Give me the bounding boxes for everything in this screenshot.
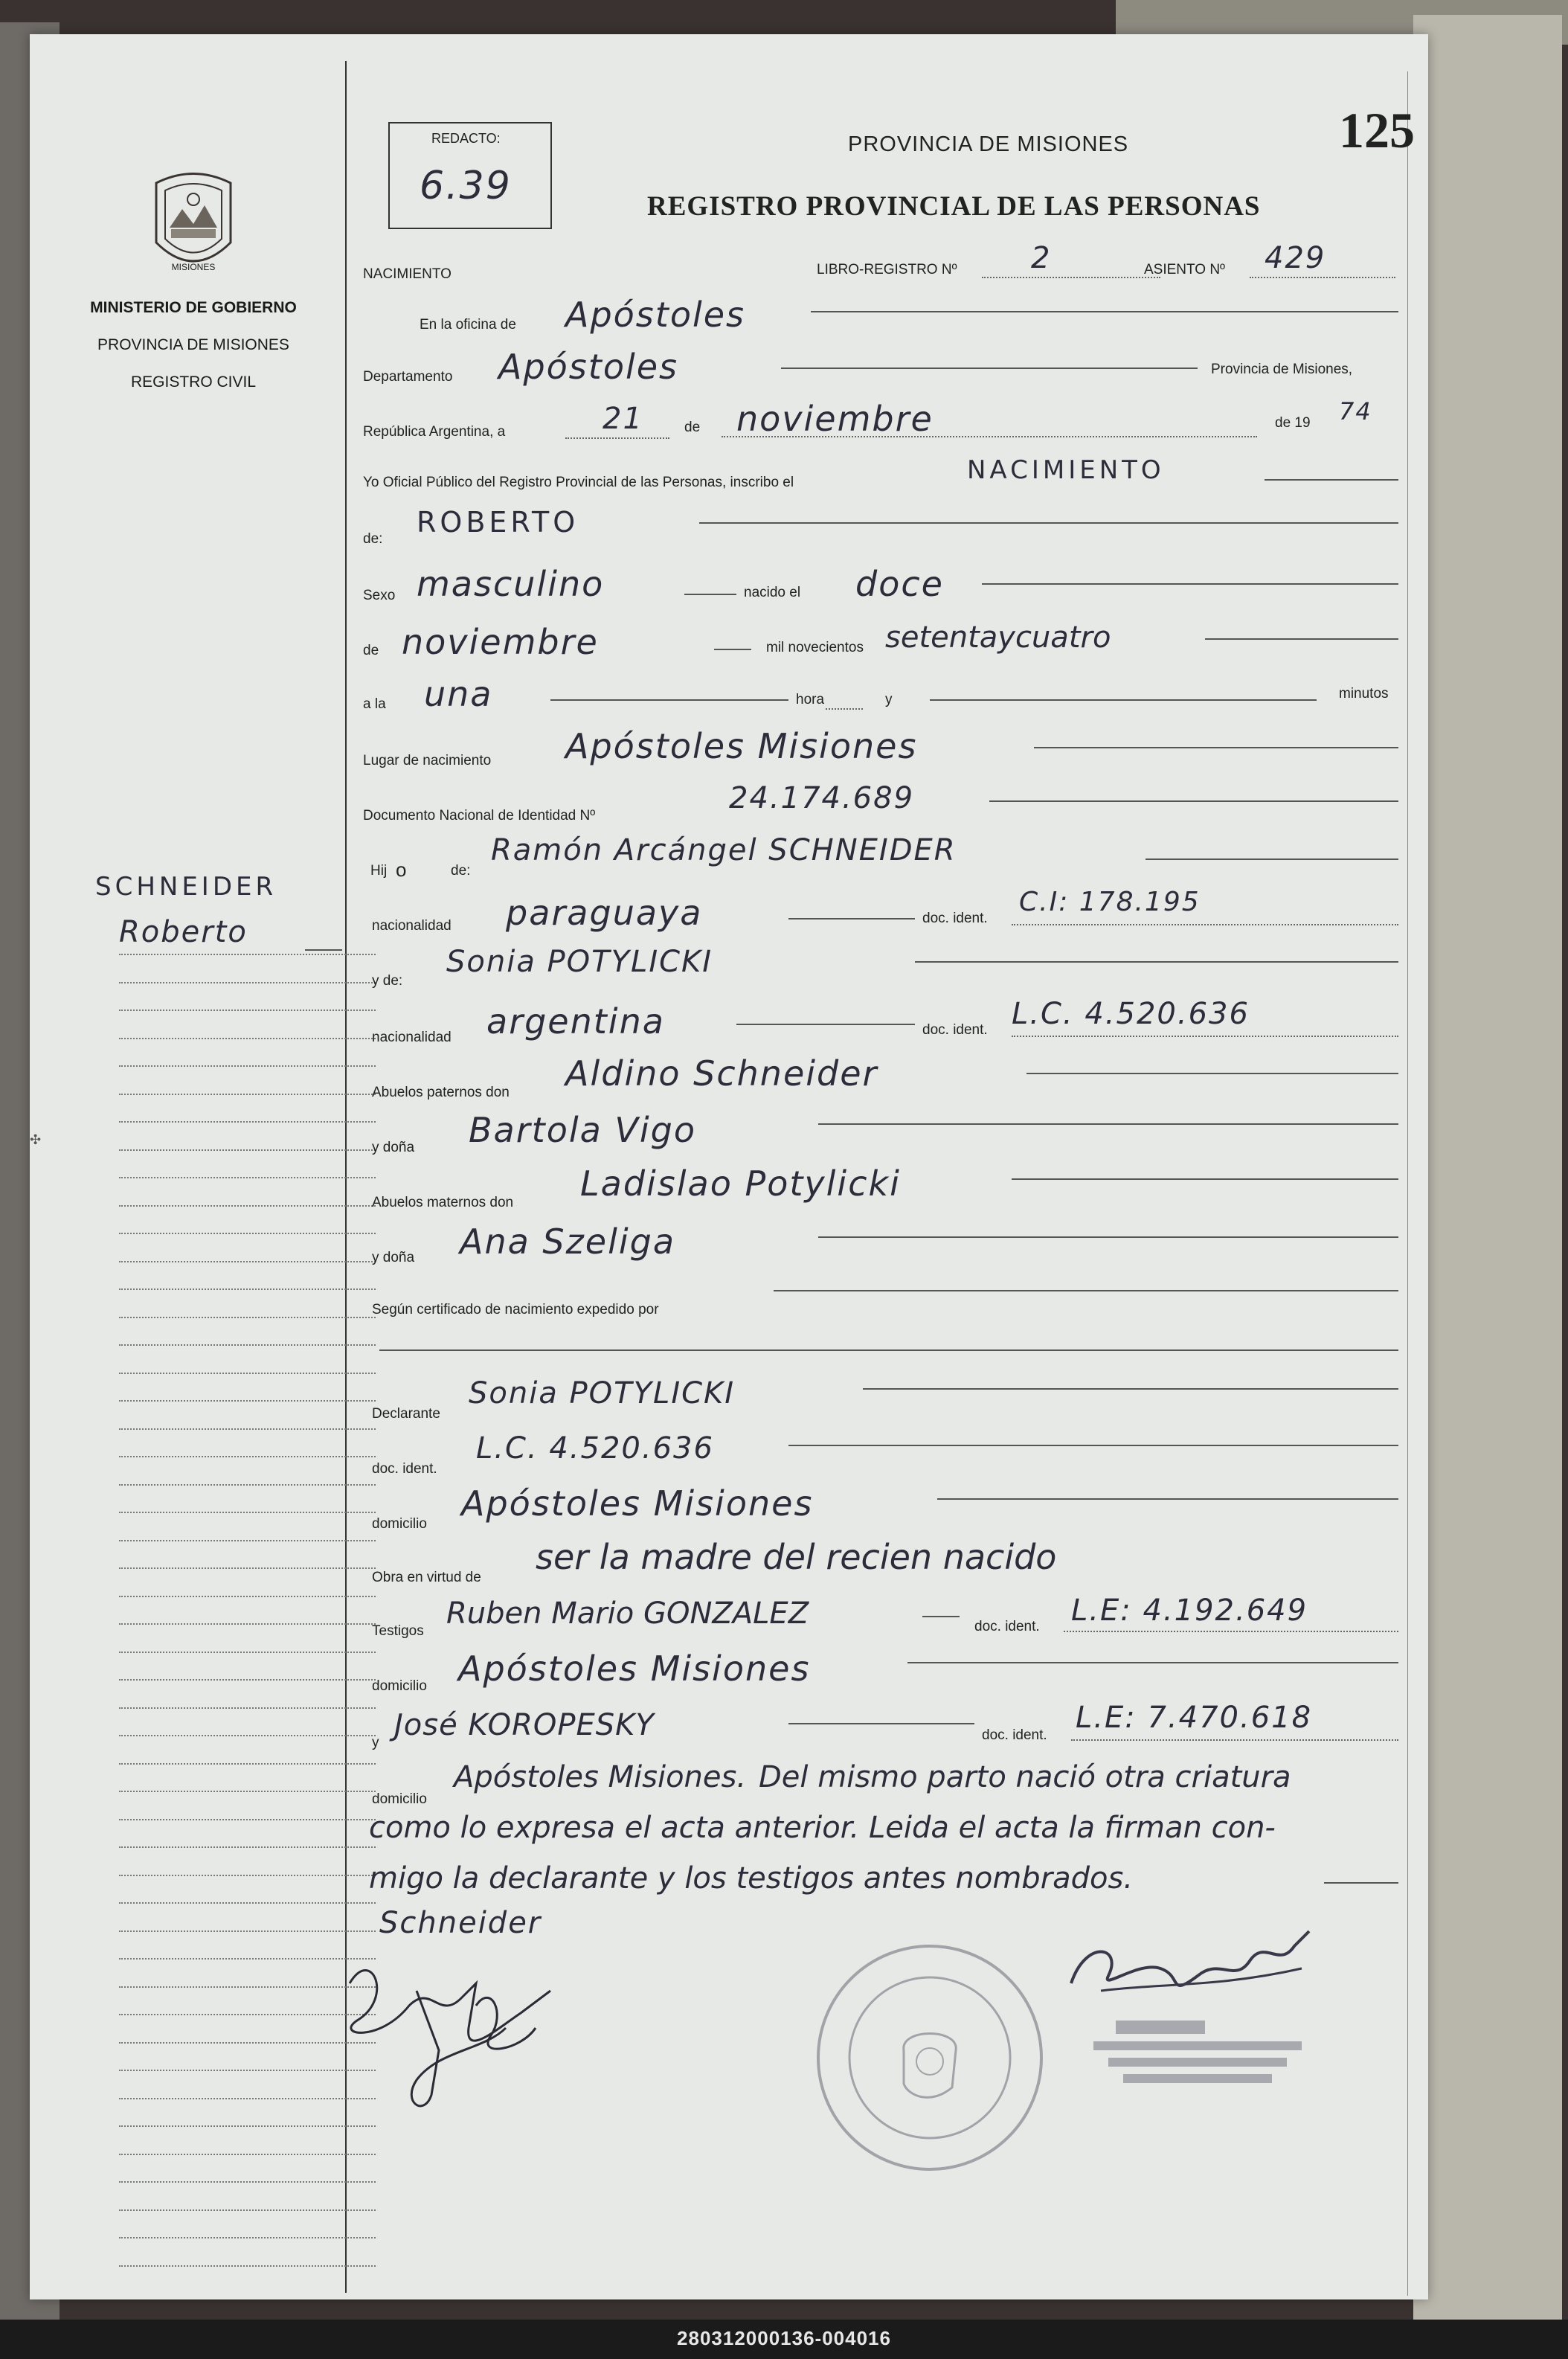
margin-dotted-line [119, 1846, 376, 1848]
abuela-materna-line [818, 1236, 1398, 1238]
declarante-doc-value: L.C. 4.520.636 [476, 1431, 714, 1466]
libro-label: LIBRO-REGISTRO Nº [817, 262, 957, 277]
abuelo-materno-line [1012, 1178, 1398, 1180]
de-label: de [684, 420, 701, 435]
a-la-label: a la [363, 696, 386, 712]
dni-line [989, 800, 1398, 802]
testigo2-y-label: y [372, 1735, 379, 1750]
redacto-value: 6.39 [420, 164, 512, 208]
register-title: REGISTRO PROVINCIAL DE LAS PERSONAS [647, 191, 1261, 222]
province-heading: PROVINCIA DE MISIONES [848, 132, 1129, 156]
dni-value: 24.174.689 [729, 781, 915, 815]
margin-dotted-line [119, 1205, 376, 1207]
madre-value: Sonia POTYLICKI [446, 945, 713, 979]
margin-dotted-line [119, 1177, 376, 1178]
testigo1-doc-label: doc. ident. [974, 1619, 1040, 1634]
dni-label: Documento Nacional de Identidad Nº [363, 808, 596, 824]
abuela-paterna-value: Bartola Vigo [469, 1110, 697, 1150]
inscribo-value: NACIMIENTO [967, 455, 1165, 485]
mes-value: noviembre [736, 399, 934, 439]
oficial-label: Yo Oficial Público del Registro Provincial de las Personas, inscribo el [363, 475, 794, 490]
anio-value: 74 [1339, 397, 1372, 426]
madre-doc-value: L.C. 4.520.636 [1012, 997, 1250, 1031]
oficina-line [811, 311, 1398, 312]
testigo1-domicilio-value: Apóstoles Misiones [458, 1649, 811, 1689]
office-label: REGISTRO CIVIL [130, 373, 257, 391]
observation-end-line [1324, 1882, 1398, 1884]
de-nombre-label: de: [363, 531, 383, 547]
signature-schneider: Schneider [379, 1906, 542, 1940]
asiento-value: 429 [1265, 241, 1326, 275]
abuelos-paternos-label: Abuelos paternos don [372, 1085, 510, 1100]
nacido-line [982, 583, 1398, 585]
republica-label: República Argentina, a [363, 424, 506, 440]
margin-dotted-line [119, 1400, 376, 1402]
margin-dotted-line [119, 1373, 376, 1374]
margin-dotted-line [119, 1902, 376, 1904]
margin-dotted-line [119, 1261, 376, 1262]
padre-nacionalidad-label: nacionalidad [372, 918, 452, 934]
folio-number: 125 [1339, 102, 1415, 158]
obra-value: ser la madre del recien nacido [536, 1537, 1057, 1577]
padre-doc-label: doc. ident. [922, 911, 988, 926]
ministry-label: MINISTERIO DE GOBIERNO [90, 299, 297, 316]
padre-value: Ramón Arcángel SCHNEIDER [491, 833, 957, 867]
redacto-box [388, 122, 552, 229]
asiento-dots [1250, 277, 1395, 278]
crest-caption: MISIONES [171, 262, 216, 272]
margin-dotted-line [119, 2237, 376, 2238]
madre-doc-dots [1012, 1036, 1398, 1037]
abuelo-paterno-value: Aldino Schneider [565, 1053, 878, 1094]
official-signature [1056, 1916, 1324, 2013]
margin-dotted-line [119, 1540, 376, 1541]
margin-dotted-line [119, 1094, 376, 1095]
certificado-label: Según certificado de nacimiento expedido por [372, 1302, 659, 1317]
nacido-mes-line [714, 649, 751, 650]
anio-label: de 19 [1275, 415, 1311, 431]
testigo1-domicilio-line [907, 1662, 1398, 1663]
inscribo-line [1265, 479, 1398, 481]
declarante-label: Declarante [372, 1406, 440, 1422]
margin-dotted-line [119, 2209, 376, 2211]
margin-dotted-line [119, 1428, 376, 1430]
padre-nacionalidad-line [788, 918, 915, 919]
declarante-doc-line [788, 1445, 1398, 1446]
margin-surname: SCHNEIDER [95, 872, 277, 902]
libro-dots [982, 277, 1160, 278]
official-round-stamp [811, 1939, 1049, 2177]
testigo2-domicilio-value: Apóstoles Misiones. [454, 1760, 747, 1794]
margin-dotted-line [119, 2181, 376, 2183]
margin-dotted-line [119, 1065, 376, 1067]
padre-line [1146, 858, 1398, 860]
margin-dotted-line [119, 1038, 376, 1039]
margin-dotted-line [119, 1317, 376, 1318]
testigo2-doc-label: doc. ident. [982, 1727, 1047, 1743]
nacido-value: doce [855, 564, 944, 604]
testigo2-doc-value: L.E: 7.470.618 [1076, 1701, 1313, 1735]
nacido-anio-line [1205, 638, 1398, 640]
nacido-label: nacido el [744, 585, 801, 600]
y-label: y [885, 692, 893, 707]
margin-dotted-line [119, 1735, 376, 1736]
margin-dotted-line [119, 1652, 376, 1653]
certificado-line-1 [774, 1290, 1398, 1291]
abuela-materna-value: Ana Szeliga [460, 1222, 676, 1262]
nombre-value: ROBERTO [417, 506, 579, 539]
madre-nacionalidad-value: argentina [486, 1001, 665, 1042]
margin-dotted-line [119, 1344, 376, 1346]
margin-dotted-line [119, 1623, 376, 1625]
madre-nacionalidad-label: nacionalidad [372, 1030, 452, 1045]
madre-line [915, 961, 1398, 963]
declarante-doc-label: doc. ident. [372, 1461, 437, 1477]
abuela-paterna-line [818, 1123, 1398, 1125]
margin-dotted-line [119, 1288, 376, 1290]
record-type-label: NACIMIENTO [363, 266, 452, 282]
provincia-suffix: Provincia de Misiones, [1211, 362, 1353, 377]
margin-dotted-line [119, 954, 376, 955]
departamento-line [781, 368, 1198, 369]
sexo-label: Sexo [363, 588, 396, 603]
abuelo-materno-value: Ladislao Potylicki [580, 1164, 901, 1204]
margin-dotted-line [119, 2265, 376, 2267]
nombre-line [699, 522, 1398, 524]
margin-dotted-line [119, 1819, 376, 1820]
departamento-value: Apóstoles [498, 347, 679, 387]
margin-dotted-line [119, 1930, 376, 1932]
declarante-domicilio-value: Apóstoles Misiones [461, 1483, 814, 1524]
hijo-label: Hij [370, 863, 388, 879]
margin-dotted-line [119, 982, 376, 983]
observation-line-2: como lo expresa el acta anterior. Leida el acta la firman con- [369, 1811, 1276, 1845]
right-rule [1407, 71, 1408, 2296]
abuela-paterna-label: y doña [372, 1140, 415, 1155]
margin-dotted-line [119, 1010, 376, 1011]
official-rect-stamp [1086, 2013, 1324, 2102]
oficina-label: En la oficina de [420, 317, 516, 333]
testigo1-line [922, 1616, 960, 1617]
margin-dotted-line [119, 1596, 376, 1597]
document-id: 280312000136-004016 [677, 2327, 891, 2349]
abuelo-paterno-line [1026, 1073, 1398, 1074]
margin-name-underline [305, 949, 342, 951]
oficina-value: Apóstoles [565, 295, 746, 335]
margin-dotted-line [119, 1567, 376, 1569]
hijo-de-label: de: [451, 863, 471, 879]
libro-value: 2 [1031, 241, 1052, 275]
lugar-line [1034, 747, 1398, 748]
hora-value: una [424, 674, 493, 714]
mil-label: mil novecientos [766, 640, 864, 655]
register-page [30, 34, 1428, 2299]
margin-dotted-line [119, 1791, 376, 1792]
declarante-domicilio-line [937, 1498, 1398, 1500]
province-label: PROVINCIA DE MISIONES [97, 336, 289, 353]
mes-dots [722, 436, 1257, 437]
lugar-value: Apóstoles Misiones [565, 726, 918, 766]
margin-name: Roberto [119, 915, 248, 949]
testigo2-doc-dots [1071, 1739, 1398, 1741]
abuela-materna-label: y doña [372, 1250, 415, 1265]
observation-line-1: Del mismo parto nació otra criatura [759, 1760, 1291, 1794]
page-stack-edge [1413, 15, 1562, 2321]
margin-dotted-line [119, 1512, 376, 1513]
departamento-label: Departamento [363, 369, 453, 385]
testigo1-domicilio-label: domicilio [372, 1678, 427, 1694]
dia-dots [565, 437, 669, 439]
testigo1-value: Ruben Mario GONZALEZ [446, 1596, 809, 1631]
sexo-value: masculino [417, 564, 605, 604]
margin-dotted-line [119, 1679, 376, 1681]
margin-dotted-line [119, 1484, 376, 1486]
margin-dotted-line [119, 2154, 376, 2155]
padre-doc-dots [1012, 924, 1398, 925]
nacido-anio-value: setentaycuatro [885, 620, 1111, 655]
obra-label: Obra en virtud de [372, 1570, 481, 1585]
margin-dotted-line [119, 1875, 376, 1876]
margin-dotted-line [119, 1763, 376, 1765]
declarante-line [863, 1388, 1398, 1390]
testigo1-doc-value: L.E: 4.192.649 [1071, 1593, 1308, 1628]
abuelos-maternos-label: Abuelos maternos don [372, 1195, 514, 1210]
staple-mark-icon: ✣ [30, 1132, 42, 1148]
redacto-label: REDACTO: [431, 131, 501, 146]
hora-label: hora [796, 692, 825, 707]
testigo1-doc-dots [1064, 1631, 1398, 1632]
margin-dotted-line [119, 1121, 376, 1123]
padre-nacionalidad-value: paraguaya [506, 893, 703, 933]
margin-dotted-line [119, 1233, 376, 1234]
margin-dotted-line [119, 1456, 376, 1457]
hora-line [550, 699, 788, 701]
lugar-label: Lugar de nacimiento [363, 753, 492, 768]
testigos-label: Testigos [372, 1623, 424, 1639]
certificado-line-2 [379, 1349, 1398, 1351]
hora-dots [826, 708, 863, 710]
y-de-label: y de: [372, 973, 403, 989]
hijo-suffix: o [396, 858, 407, 881]
declarante-domicilio-label: domicilio [372, 1516, 427, 1532]
dia-value: 21 [603, 402, 643, 436]
testigo2-domicilio-label: domicilio [372, 1791, 427, 1807]
madre-nacionalidad-line [736, 1024, 915, 1025]
asiento-label: ASIENTO Nº [1144, 262, 1225, 277]
signature-scribbles [327, 1939, 669, 2125]
padre-doc-value: C.I: 178.195 [1019, 887, 1201, 917]
madre-doc-label: doc. ident. [922, 1022, 988, 1038]
testigo2-value: José KOROPESKY [394, 1708, 655, 1742]
de-mes-label: de [363, 643, 379, 658]
margin-dotted-line [119, 2125, 376, 2127]
testigo2-line [788, 1723, 974, 1724]
margin-dotted-line [119, 1149, 376, 1151]
observation-line-3: migo la declarante y los testigos antes nombrados. [369, 1861, 1134, 1896]
declarante-value: Sonia POTYLICKI [469, 1376, 736, 1410]
margin-dotted-line [119, 1707, 376, 1709]
sexo-line [684, 594, 736, 595]
nacido-mes-value: noviembre [402, 622, 599, 662]
minutos-label: minutos [1339, 686, 1389, 702]
minutos-line [930, 699, 1317, 701]
